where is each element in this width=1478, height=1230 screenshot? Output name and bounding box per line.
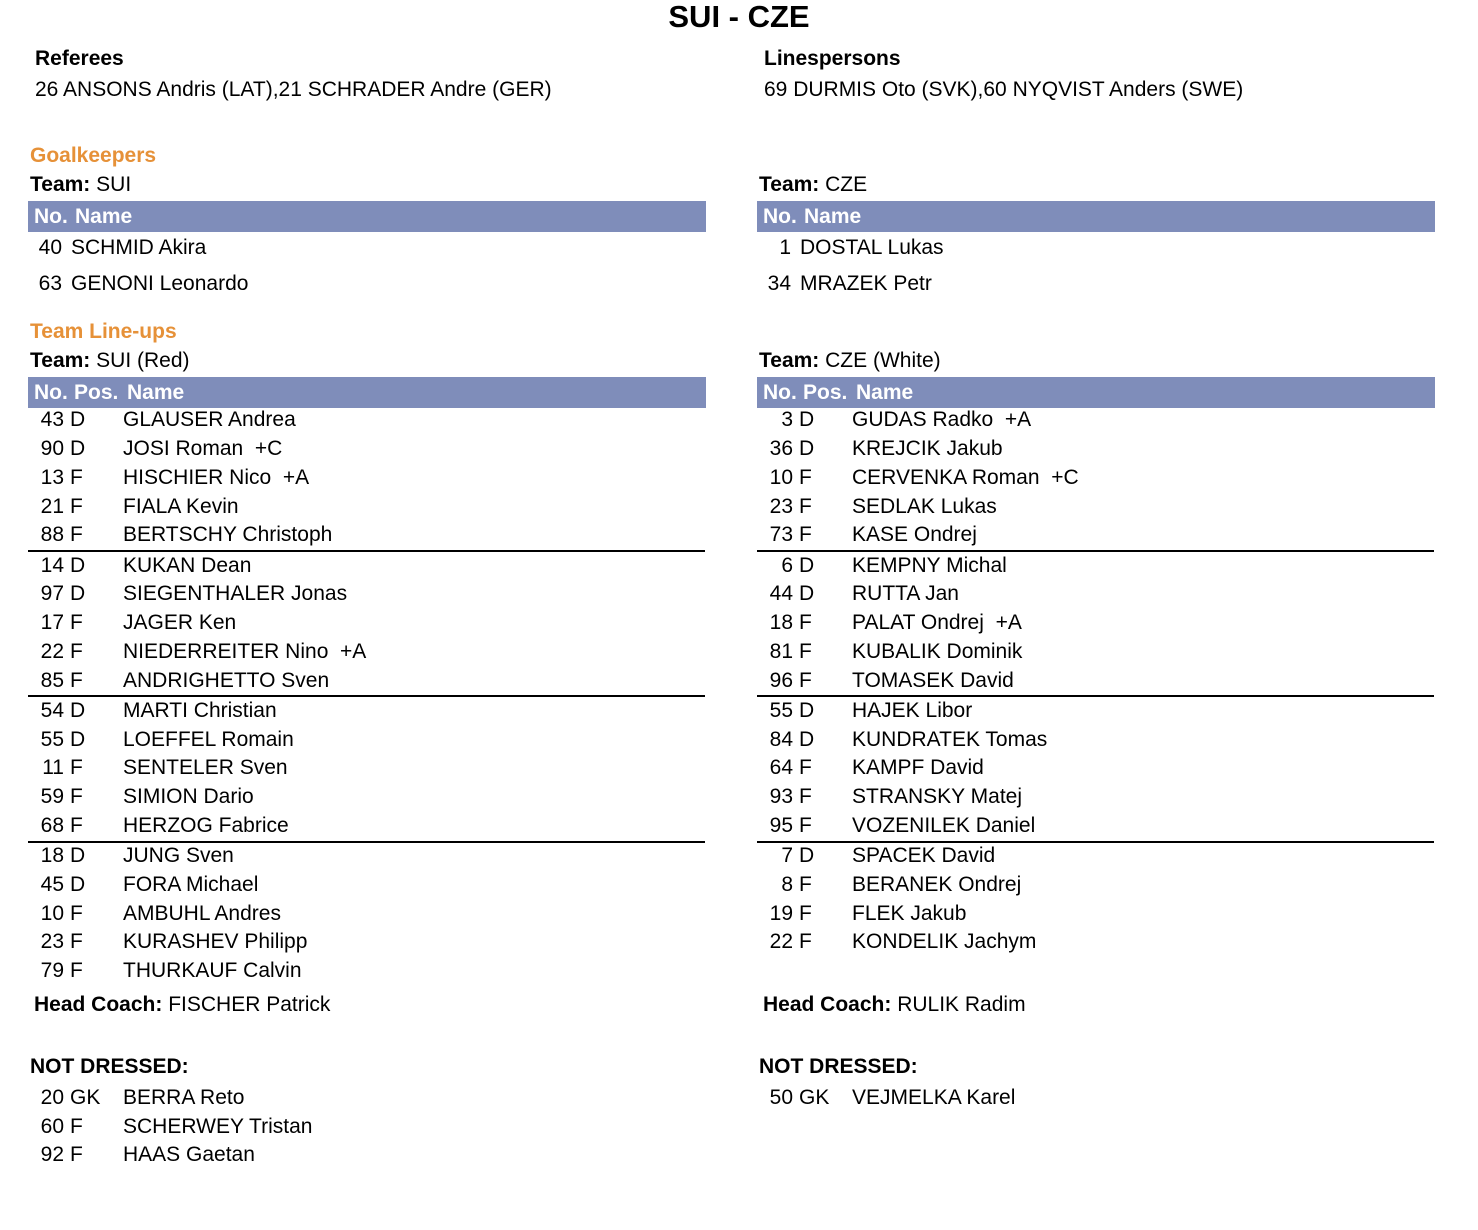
player-name: SEDLAK Lukas [852,494,997,518]
player-position: D [799,408,815,432]
player-number: 63 [38,272,62,295]
gk-right-row [757,234,1427,262]
player-number: 13 [40,465,64,489]
player-number: 90 [40,437,64,461]
player-position: D [799,727,815,751]
lu-right-row [759,697,1429,726]
player-number: 64 [769,756,793,780]
player-name: TOMASEK David [852,668,1014,692]
nd-left-row [30,1084,700,1113]
player-number: 55 [769,698,793,722]
player-position: F [70,523,83,547]
player-number: 18 [769,611,793,635]
player-number: 23 [40,930,64,954]
player-number: 22 [40,639,64,663]
gk-right-team-label: Team: [759,173,820,196]
player-position: F [70,639,83,663]
gk-left-team-value: SUI [96,173,132,196]
player-position: F [799,523,812,547]
lu-left-header-pos: Pos. [74,381,119,404]
lu-right-row [759,842,1429,871]
lu-right-row [759,900,1429,929]
player-number: 3 [781,408,793,432]
player-name: SENTELER Sven [123,756,288,780]
player-position: F [799,639,812,663]
player-position: F [70,901,83,925]
player-name: KAMPF David [852,756,984,780]
player-position: D [70,408,86,432]
player-position: D [70,437,86,461]
player-name: VOZENILEK Daniel [852,813,1036,837]
player-position: F [70,668,83,692]
lu-left-row [30,928,700,957]
player-position: F [799,668,812,692]
lu-left-row [30,406,700,435]
player-name: KONDELIK Jachym [852,930,1037,954]
gk-left-row [28,270,698,298]
player-name: JAGER Ken [123,611,237,635]
lu-left-row [30,580,700,609]
lu-left-row [30,871,700,900]
player-number: 40 [38,236,62,259]
player-number: 10 [769,465,793,489]
player-name: GENONI Leonardo [71,272,249,295]
player-name: KREJCIK Jakub [852,437,1003,461]
player-position: D [799,844,815,868]
gk-left-header-name: Name [75,205,133,228]
lu-left-row [30,552,700,581]
lu-right-row [759,812,1429,841]
player-name: VEJMELKA Karel [852,1086,1016,1109]
lu-right-row [759,871,1429,900]
lu-left-row [30,521,700,550]
player-position: D [70,553,86,577]
player-name: RUTTA Jan [852,582,959,606]
player-name: SCHERWEY Tristan [123,1114,313,1138]
player-number: 59 [40,785,64,809]
player-position: F [70,959,83,983]
player-position: F [70,494,83,518]
right-coach-value: RULIK Radim [897,993,1026,1016]
player-number: 18 [40,844,64,868]
referees-value: 26 ANSONS Andris (LAT),21 SCHRADER Andre (GER) [35,78,552,101]
player-name: KUNDRATEK Tomas [852,727,1048,751]
player-number: 88 [40,523,64,547]
player-name: HISCHIER Nico +A [123,465,310,489]
player-name: CERVENKA Roman +C [852,465,1079,489]
player-position: F [799,872,812,896]
player-number: 55 [40,727,64,751]
right-head-coach [763,993,1026,1017]
left-head-coach [34,993,330,1017]
player-number: 22 [769,930,793,954]
lu-right-row [759,406,1429,435]
left-not-dressed-label: NOT DRESSED: [30,1055,189,1078]
player-position: F [799,611,812,635]
player-name: SIEGENTHALER Jonas [123,582,348,606]
player-position: F [799,494,812,518]
gk-right-team [759,173,867,197]
player-name: GUDAS Radko +A [852,408,1032,432]
lu-right-row [759,638,1429,667]
player-name: JUNG Sven [123,844,234,868]
lu-left-header-name: Name [127,381,185,404]
player-number: 17 [40,611,64,635]
player-position: F [799,785,812,809]
lu-right-row [759,754,1429,783]
lu-left-header [28,377,706,408]
nd-left-row [30,1113,700,1142]
lu-right-row [759,493,1429,522]
lu-right-row [759,609,1429,638]
player-number: 96 [769,668,793,692]
player-number: 14 [40,553,64,577]
player-position: F [70,756,83,780]
player-number: 85 [40,668,64,692]
player-number: 43 [40,408,64,432]
goalkeepers-heading: Goalkeepers [30,144,157,167]
player-name: BERANEK Ondrej [852,872,1022,896]
page-title: SUI - CZE [668,0,810,34]
player-position: F [70,930,83,954]
player-name: MRAZEK Petr [800,272,932,295]
lineups-heading: Team Line-ups [30,320,177,343]
player-position: F [799,756,812,780]
player-number: 60 [40,1114,64,1138]
gk-right-row [757,270,1427,298]
player-position: D [70,872,86,896]
player-position: D [70,727,86,751]
player-name: KEMPNY Michal [852,553,1007,577]
player-name: GLAUSER Andrea [123,408,296,432]
player-name: HAJEK Libor [852,698,973,722]
player-number: 1 [779,236,791,259]
player-name: SPACEK David [852,844,996,868]
player-name: FLEK Jakub [852,901,967,925]
left-coach-label: Head Coach: [34,993,163,1016]
gk-left-row [28,234,698,262]
lu-left-row [30,638,700,667]
player-number: 54 [40,698,64,722]
linespersons-label: Linespersons [764,47,901,70]
player-name: FORA Michael [123,872,259,896]
gk-left-team-label: Team: [30,173,91,196]
gk-right-header-name: Name [804,205,862,228]
player-number: 7 [781,844,793,868]
player-position: F [799,465,812,489]
gk-left-team [30,173,131,197]
player-position: F [799,901,812,925]
player-number: 23 [769,494,793,518]
player-name: BERRA Reto [123,1086,245,1109]
lu-left-row [30,493,700,522]
player-position: F [799,930,812,954]
lu-left-row [30,464,700,493]
player-position: D [70,582,86,606]
player-name: JOSI Roman +C [123,437,283,461]
lu-right-row [759,667,1429,696]
lu-left-row [30,697,700,726]
right-not-dressed-label: NOT DRESSED: [759,1055,918,1078]
lu-right-row [759,521,1429,550]
player-number: 36 [769,437,793,461]
lu-right-team [759,349,941,373]
player-number: 81 [769,639,793,663]
player-name: THURKAUF Calvin [123,959,302,983]
gk-right-team-value: CZE [825,173,868,196]
player-number: 95 [769,813,793,837]
lu-left-row [30,900,700,929]
player-name: KUBALIK Dominik [852,639,1023,663]
player-number: 8 [781,872,793,896]
right-coach-label: Head Coach: [763,993,892,1016]
player-number: 68 [40,813,64,837]
gk-right-header-no: No. [763,205,797,228]
player-number: 19 [769,901,793,925]
player-number: 92 [40,1143,64,1167]
player-name: SCHMID Akira [71,236,207,259]
lu-right-row [759,435,1429,464]
lu-left-team [30,349,190,373]
player-number: 11 [42,756,64,780]
player-position: D [799,698,815,722]
player-number: 97 [40,582,64,606]
player-name: ANDRIGHETTO Sven [123,668,330,692]
lu-left-row [30,754,700,783]
player-name: KUKAN Dean [123,553,252,577]
nd-left-row [30,1141,700,1170]
linespersons-value: 69 DURMIS Oto (SVK),60 NYQVIST Anders (SWE) [764,78,1244,101]
player-number: 84 [769,727,793,751]
lu-left-row [30,957,700,986]
player-position: D [799,553,815,577]
player-number: 21 [40,494,64,518]
player-name: STRANSKY Matej [852,785,1022,809]
lu-right-header-pos: Pos. [803,381,848,404]
player-position: F [70,1143,83,1167]
gk-right-header [757,201,1435,232]
lu-right-row [759,580,1429,609]
player-number: 50 [769,1086,793,1109]
player-name: SIMION Dario [123,785,254,809]
player-number: 44 [769,582,793,606]
player-name: DOSTAL Lukas [800,236,944,259]
lu-right-row [759,783,1429,812]
lu-left-team-label: Team: [30,349,91,372]
player-position: GK [799,1086,830,1109]
player-position: D [799,582,815,606]
player-number: 73 [769,523,793,547]
lu-left-header-no: No. [34,381,68,404]
player-position: F [799,813,812,837]
lu-left-row [30,609,700,638]
player-name: BERTSCHY Christoph [123,523,333,547]
player-name: FIALA Kevin [123,494,239,518]
player-position: F [70,1114,83,1138]
player-position: D [70,698,86,722]
player-number: 79 [40,959,64,983]
player-position: F [70,465,83,489]
lu-right-team-value: CZE (White) [825,349,941,372]
lu-left-row [30,783,700,812]
lu-left-row [30,812,700,841]
lu-left-row [30,842,700,871]
lu-left-row [30,435,700,464]
lu-left-team-value: SUI (Red) [96,349,190,372]
lu-right-row [759,552,1429,581]
player-number: 45 [40,872,64,896]
player-position: D [70,844,86,868]
player-name: HAAS Gaetan [123,1143,255,1167]
referees-label: Referees [35,47,124,70]
player-position: F [70,785,83,809]
player-number: 34 [767,272,791,295]
player-number: 93 [769,785,793,809]
player-name: MARTI Christian [123,698,277,722]
gk-left-header-no: No. [34,205,68,228]
lu-right-row [759,928,1429,957]
lu-right-header [757,377,1435,408]
lu-right-header-name: Name [856,381,914,404]
player-name: KURASHEV Philipp [123,930,308,954]
player-position: D [799,437,815,461]
player-name: PALAT Ondrej +A [852,611,1022,635]
lu-left-row [30,667,700,696]
gk-left-header [28,201,706,232]
player-number: 6 [781,553,793,577]
player-number: 10 [40,901,64,925]
lu-right-team-label: Team: [759,349,820,372]
player-name: KASE Ondrej [852,523,977,547]
lu-right-row [759,726,1429,755]
left-coach-value: FISCHER Patrick [168,993,331,1016]
lu-right-header-no: No. [763,381,797,404]
player-name: NIEDERREITER Nino +A [123,639,367,663]
player-position: F [70,813,83,837]
player-name: LOEFFEL Romain [123,727,294,751]
player-name: HERZOG Fabrice [123,813,289,837]
player-position: F [70,611,83,635]
player-number: 20 [40,1086,64,1109]
player-position: GK [70,1086,101,1109]
lu-left-row [30,726,700,755]
player-name: AMBUHL Andres [123,901,281,925]
nd-right-row [759,1084,1429,1113]
lu-right-row [759,464,1429,493]
